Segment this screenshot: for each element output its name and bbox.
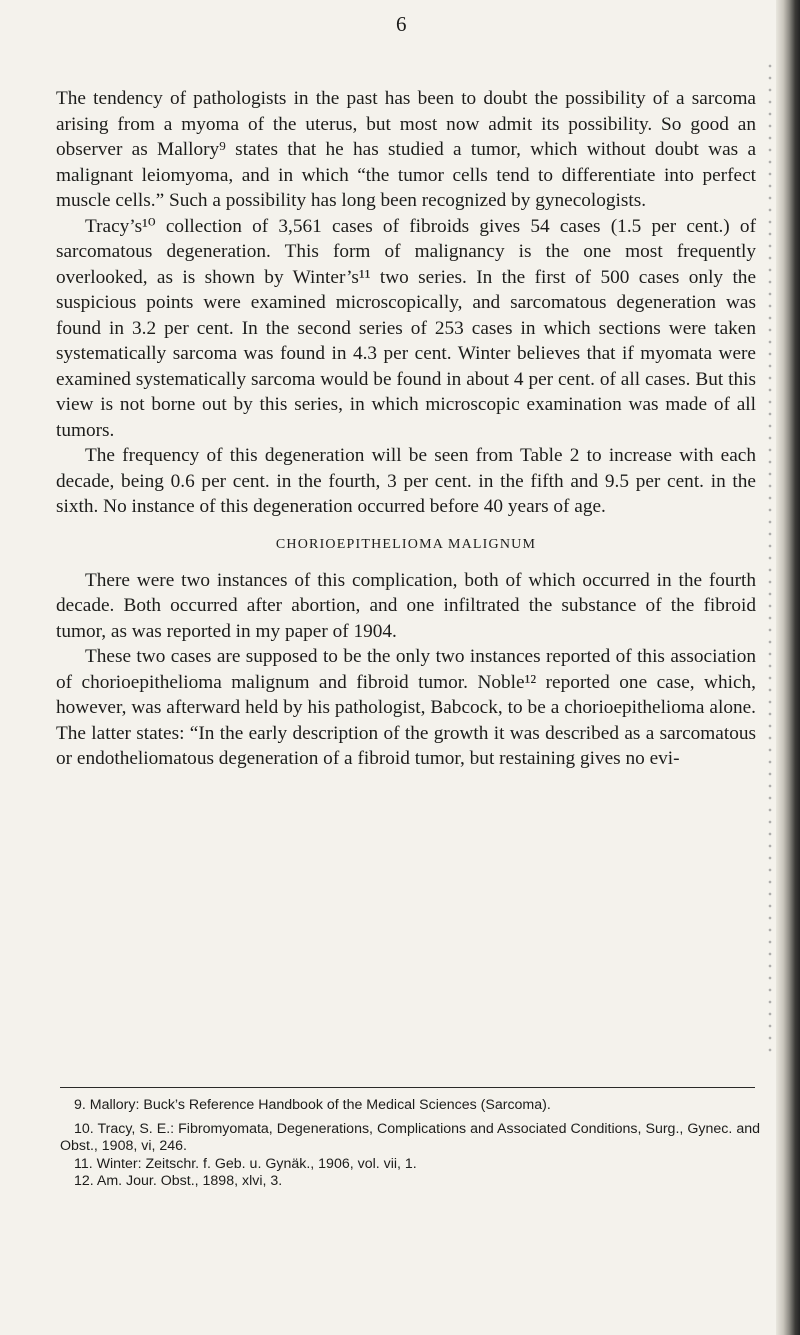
footnote-divider: [60, 1087, 755, 1088]
binding-texture: [766, 60, 774, 1060]
paragraph-tracy-collection: Tracy’s¹⁰ collection of 3,561 cases of fibroids gives 54 cases (1.5 per cent.) of sarcomatous degeneration. This form of malignancy is the one most frequently overlooked, as is shown by Winter’s¹¹ two series. In the first of 500 cases only the suspicious points were examined microscopically, and sarcomatous degeneration was found in 3.2 per cent. In the second series of 253 cases in which sections were taken systematically sarcoma was found in 4.3 per cent. Winter believes that if myomata were examined systematically sarcoma would be found in about 4 per cent. of all cases. But this view is not borne out by this series, in which microscopic examination was made of all tumors.: [56, 215, 756, 441]
section-heading: CHORIOEPITHELIOMA MALIGNUM: [275, 536, 537, 552]
footnote-12: 12. Am. Jour. Obst., 1898, xlvi, 3.: [74, 1173, 283, 1189]
footnote-11: 11. Winter: Zeitschr. f. Geb. u. Gynäk., 1906, vol. vii, 1.: [74, 1155, 417, 1172]
footnote-10: 10. Tracy, S. E.: Fibromyomata, Degenerations, Complications and Associated Conditions, Surg., Gynec. and Obst., 1908, vi, 246.: [60, 1120, 760, 1154]
paragraph-frequency-decade: The frequency of this degeneration will be seen from Table 2 to increase with each decade, being 0.6 per cent. in the fourth, 3 per cent. in the fifth and 9.5 per cent. in the sixth. No instance of this degeneration occurred before 40 years of age.: [56, 445, 756, 517]
paragraph-sarcoma-intro: The tendency of pathologists in the past has been to doubt the possibility of a sarcoma arising from a myoma of the uterus, but most now admit its possibility. So good an observer as Mallory⁹ states that he has studied a tumor, which without doubt was a malignant leiomyoma, and in which “the tumor cells tend to differentiate into perfect muscle cells.” Such a possibility has long been recognized by gynecologists.: [56, 88, 756, 211]
footnote-9: 9. Mallory: Buck’s Reference Handbook of the Medical Sciences (Sarcoma).: [74, 1097, 551, 1113]
paragraph-two-instances: There were two instances of this complication, both of which occurred in the fourth decade. Both occurred after abortion, and one infiltrated the substance of the fibroid tumor, as was reported in my paper of 1904.: [56, 569, 756, 642]
paragraph-noble-case: These two cases are supposed to be the only two instances reported of this association of chorioepithelioma malignum and fibroid tumor. Noble¹² reported one case, which, however, was afterward held by his pathologist, Babcock, to be a chorioepithelioma alone. The latter states: “In the early description of the growth it was described as a sarcomatous or endotheliomatous degeneration of a fibroid tumor, but restaining gives no evi-: [56, 646, 756, 769]
body-text: [56, 86, 756, 772]
page-number: 6: [396, 12, 407, 36]
footnotes: [60, 1097, 760, 1191]
book-spine-edge: [776, 0, 800, 1335]
